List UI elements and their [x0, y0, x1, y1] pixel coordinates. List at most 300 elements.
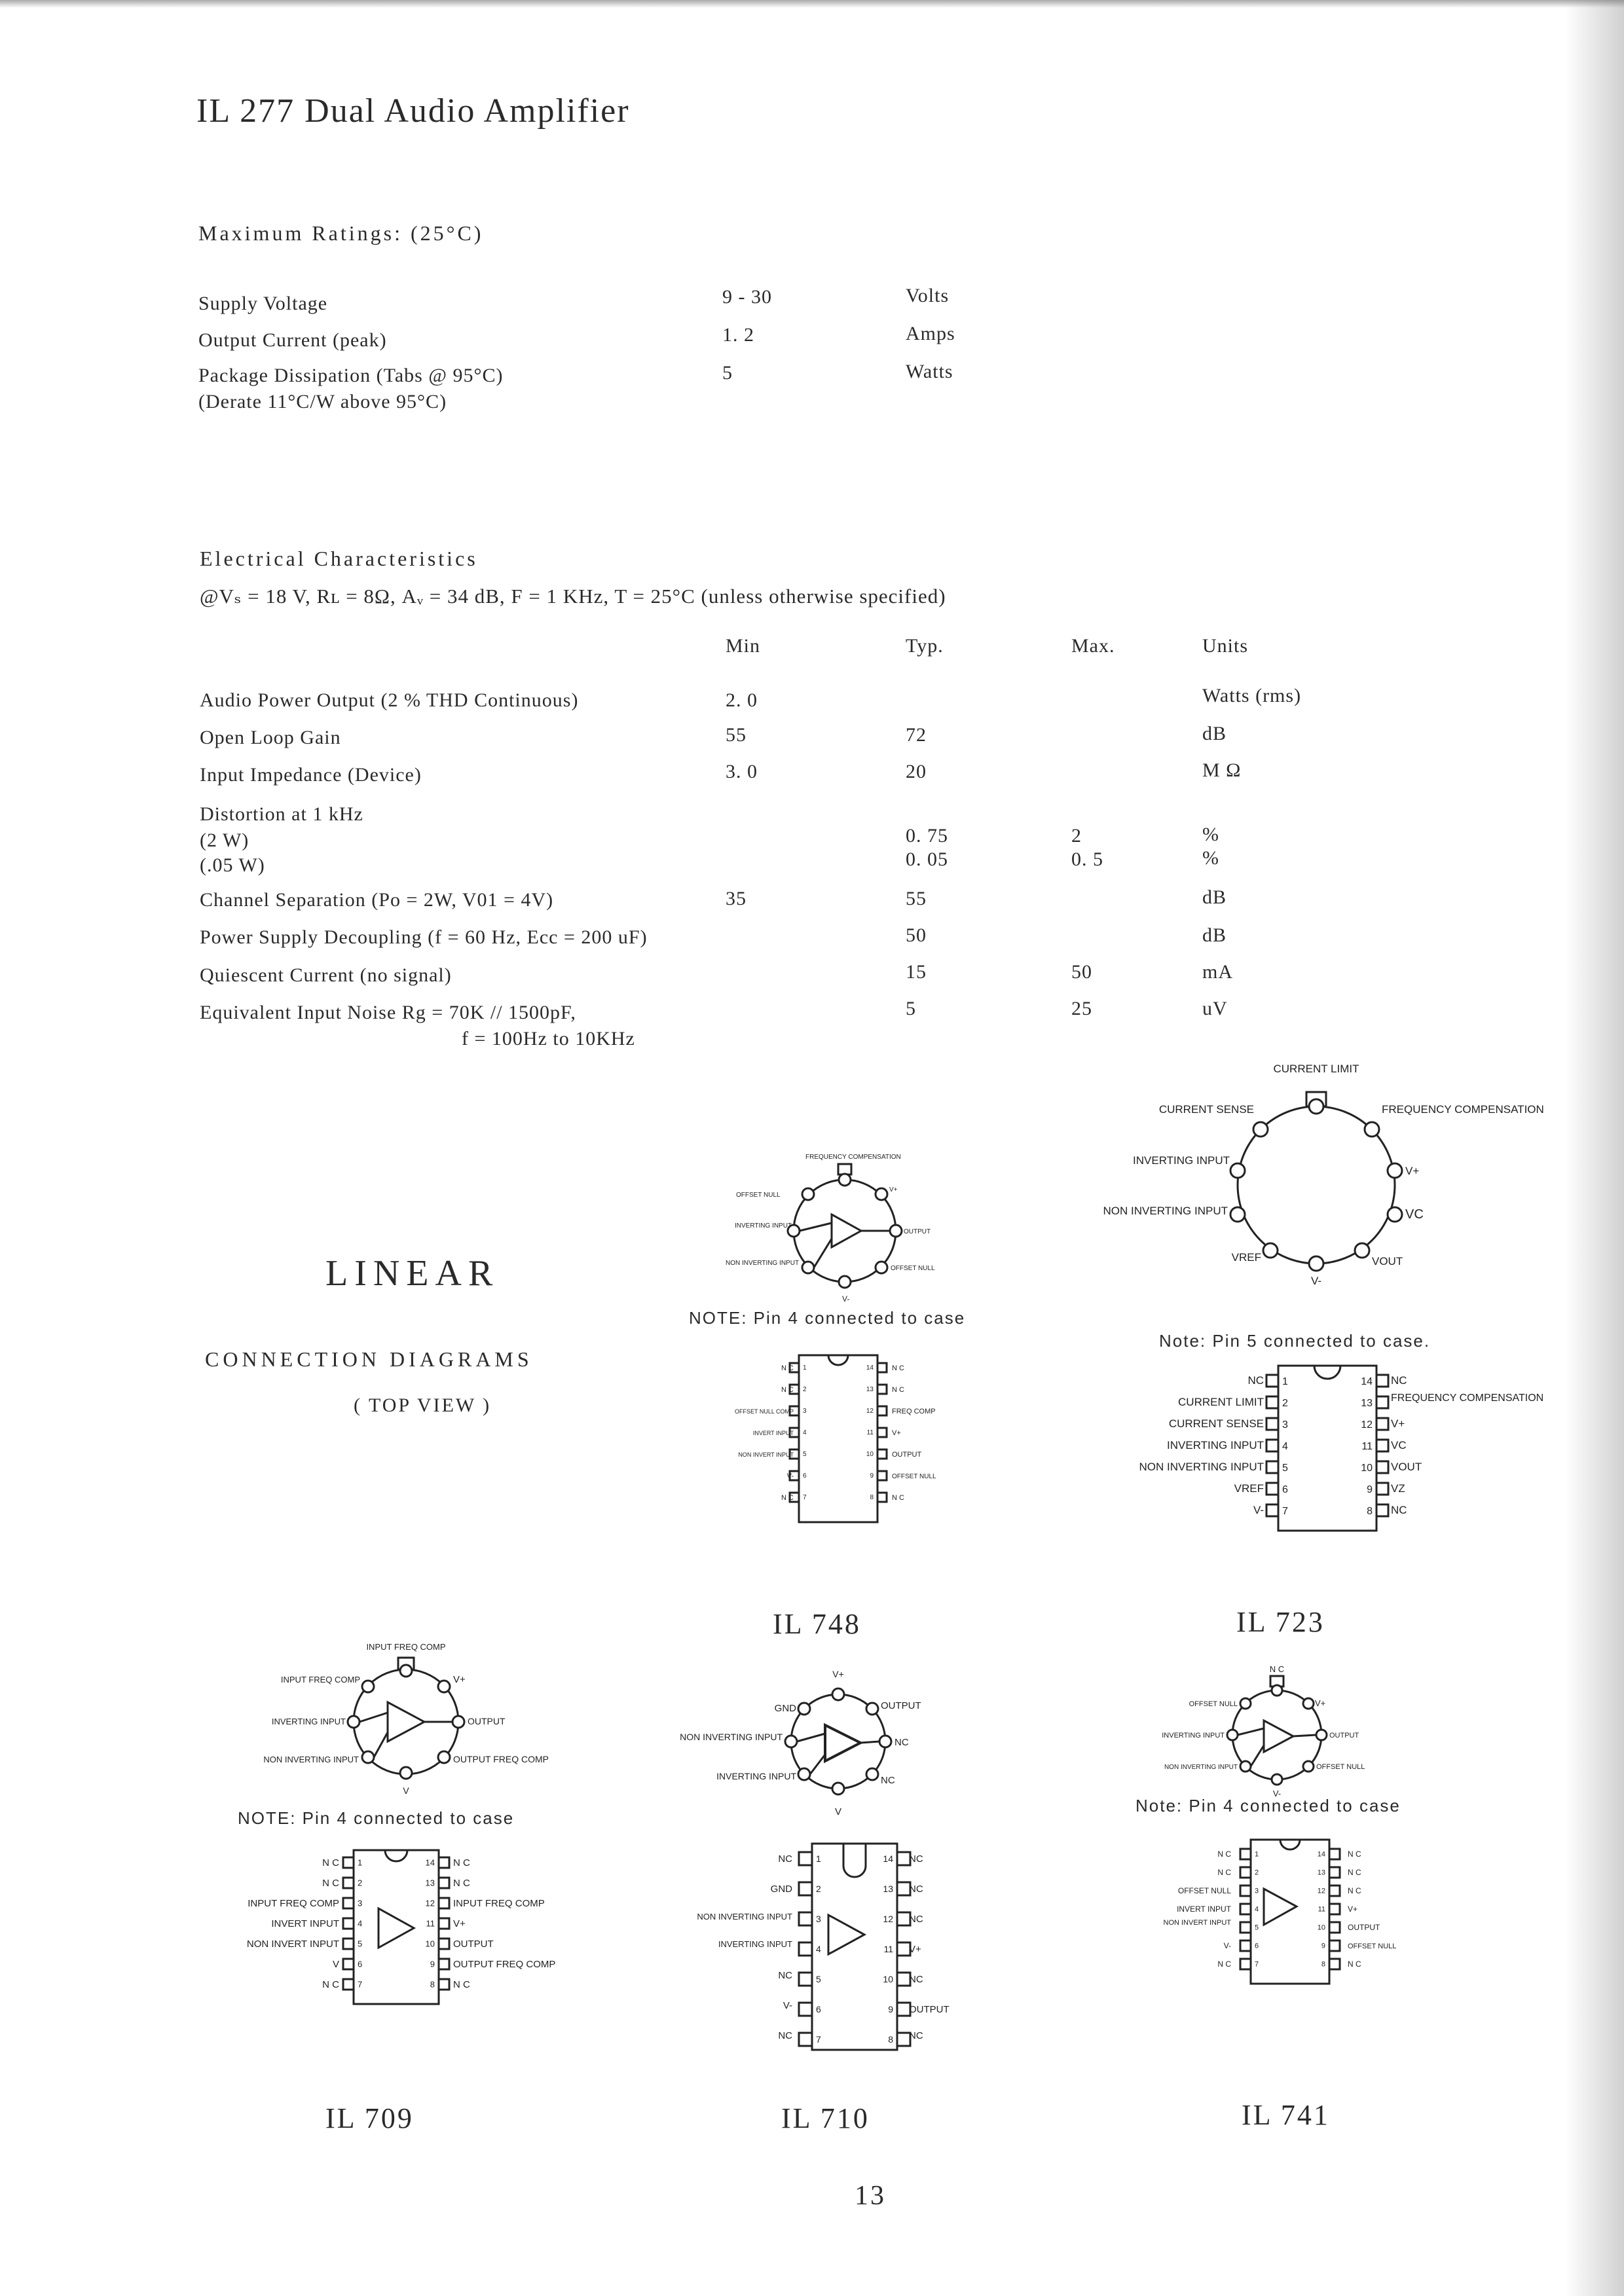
table-row-param: Channel Separation (Po = 2W, V01 = 4V)	[200, 889, 554, 911]
dip-pin	[1240, 1904, 1251, 1914]
dip-pin-number: 10	[883, 1974, 893, 1984]
dip-pin-number: 13	[1317, 1868, 1325, 1877]
dip-pin-number: 14	[1361, 1376, 1373, 1387]
page-top-shadow	[0, 0, 1624, 8]
il709-dip-left: NON INVERT INPUT	[246, 1939, 339, 1950]
dip-pin-number: 1	[816, 1853, 821, 1864]
il723-dip-left: V-	[1253, 1504, 1264, 1516]
il709-can-label: OUTPUT	[468, 1716, 506, 1726]
table-cell-max: 2	[1071, 825, 1082, 847]
dip-pin-number: 14	[866, 1364, 874, 1372]
il710-dip-right: NC	[909, 2030, 923, 2041]
dip-pin-number: 11	[1361, 1441, 1373, 1452]
dip-pin	[1266, 1504, 1278, 1516]
dip-pin-number: 11	[883, 1944, 893, 1954]
page-title: IL 277 Dual Audio Amplifier	[196, 92, 630, 130]
il741-dip-left: V-	[1223, 1941, 1231, 1950]
il709-can-label: V	[403, 1785, 409, 1796]
dip-pin	[439, 1878, 449, 1888]
rating-value: 1. 2	[722, 324, 754, 346]
table-cell-min: 35	[726, 888, 747, 909]
dip-pin-number: 13	[1361, 1398, 1373, 1409]
il710-can-label: NC	[881, 1775, 895, 1786]
table-cell-typ: 15	[906, 961, 927, 983]
dip-pin-number: 2	[803, 1386, 807, 1393]
il723-can-label: CURRENT LIMIT	[1273, 1063, 1359, 1075]
il748-dip-right: FREQ COMP	[892, 1408, 936, 1415]
il709-can-label: OUTPUT FREQ COMP	[453, 1754, 549, 1764]
dip-pin-number: 1	[803, 1364, 807, 1372]
il710-dip-left: NC	[778, 2030, 792, 2041]
page-number: 13	[855, 2181, 886, 2211]
rating-param: Supply Voltage	[198, 293, 328, 314]
dip-pin	[1240, 1959, 1251, 1969]
il748-can-label: OUTPUT	[904, 1228, 931, 1235]
il741-dip-right: OFFSET NULL	[1348, 1942, 1397, 1950]
il748-can-label: OFFSET NULL	[891, 1265, 935, 1272]
il709-dip-left: N C	[322, 1857, 339, 1868]
dip-pin	[877, 1428, 887, 1437]
dip-pin	[343, 1918, 354, 1929]
dip-pin-number: 2	[358, 1878, 363, 1888]
dip-pin-number: 7	[803, 1494, 807, 1501]
dip-pin-number: 5	[803, 1451, 807, 1458]
il748-can-label: V-	[842, 1294, 850, 1303]
rating-value: 9 - 30	[722, 286, 772, 308]
dip-pin	[799, 2033, 812, 2046]
dip-pin	[897, 1973, 910, 1986]
table-cell-typ: 55	[906, 888, 927, 909]
dip-pin	[439, 1939, 449, 1949]
il748-dip-right: OUTPUT	[892, 1451, 922, 1459]
dip-pin-number: 9	[1367, 1484, 1373, 1495]
dip-pin	[877, 1449, 887, 1459]
dip-pin	[799, 1912, 812, 1925]
il741-dip-diagram	[1139, 1833, 1441, 1997]
dip-pin	[439, 1918, 449, 1929]
top-view-label: ( TOP VIEW )	[354, 1394, 492, 1416]
il741-dip-left: N C	[1217, 1850, 1231, 1859]
dip-pin-number: 14	[425, 1857, 435, 1868]
table-cell-min: 3. 0	[726, 761, 758, 782]
il709-dip-left: INVERT INPUT	[271, 1918, 339, 1929]
dip-pin-number: 11	[866, 1429, 874, 1436]
table-cell-max: 0. 5	[1071, 848, 1103, 870]
il723-can-label: CURRENT SENSE	[1158, 1103, 1254, 1116]
dip-pin-number: 10	[1361, 1463, 1373, 1474]
il723-dip-right: VZ	[1391, 1482, 1405, 1495]
dip-pin-number: 9	[870, 1472, 874, 1480]
dip-pin-number: 7	[358, 1979, 363, 1990]
dip-pin	[1266, 1483, 1278, 1495]
il748-dip-left: N C	[781, 1364, 794, 1372]
dip-pin-number: 7	[816, 2034, 821, 2045]
table-cell-typ: 0. 75	[906, 825, 948, 847]
il723-dip-left: NC	[1247, 1374, 1264, 1387]
il723-dip-diagram	[1100, 1362, 1544, 1539]
il748-dip-right: N C	[892, 1364, 904, 1372]
il709-dip-left: INPUT FREQ COMP	[248, 1898, 339, 1909]
il709-can-label: V+	[453, 1674, 466, 1685]
dip-pin	[799, 2003, 812, 2016]
dip-pin-number: 3	[816, 1914, 821, 1924]
il723-dip-left: CURRENT SENSE	[1168, 1417, 1264, 1430]
dip-pin	[1376, 1483, 1388, 1495]
il741-can-label: N C	[1269, 1664, 1285, 1674]
il710-dip-left: NC	[778, 1853, 792, 1865]
il710-dip-right: OUTPUT	[909, 2004, 950, 2015]
dip-pin-number: 4	[1282, 1441, 1288, 1452]
dip-pin-number: 5	[1282, 1463, 1288, 1474]
dip-pin	[343, 1857, 354, 1868]
il741-can-label: OFFSET NULL	[1189, 1700, 1238, 1708]
dip-pin-number: 6	[1255, 1942, 1259, 1950]
il709-dip-right: OUTPUT FREQ COMP	[453, 1959, 556, 1970]
table-row-param-cont: f = 100Hz to 10KHz	[462, 1028, 635, 1049]
dip-pin	[897, 1882, 910, 1895]
il709-dip-right: N C	[453, 1979, 470, 1990]
dip-pin	[1376, 1440, 1388, 1451]
rating-unit: Volts	[906, 285, 950, 306]
table-cell-unit: dB	[1202, 723, 1227, 744]
table-cell-unit: Watts (rms)	[1202, 685, 1302, 706]
dip-pin-number: 9	[888, 2004, 893, 2014]
il741-can-label: OFFSET NULL	[1316, 1763, 1365, 1771]
il748-dip-left: NON INVERT INPUT	[738, 1451, 794, 1458]
table-row-param: Quiescent Current (no signal)	[200, 964, 452, 986]
il723-can-label: V+	[1405, 1165, 1420, 1177]
dip-pin-number: 11	[426, 1918, 435, 1929]
table-row-param: Power Supply Decoupling (f = 60 Hz, Ecc = 200 uF)	[200, 926, 648, 948]
dip-pin-number: 12	[866, 1408, 874, 1415]
col-header-typ: Typ.	[906, 635, 944, 657]
il710-dip-left: V-	[783, 2000, 792, 2011]
il741-can-diagram	[1153, 1656, 1428, 1807]
il710-dip-right: NC	[909, 1974, 923, 1985]
il723-can-diagram	[1103, 1054, 1544, 1296]
table-row-param: Equivalent Input Noise Rg = 70K // 1500pF,	[200, 1002, 576, 1023]
dip-pin	[1266, 1375, 1278, 1387]
dip-pin	[439, 1857, 449, 1868]
dip-pin-number: 4	[803, 1429, 807, 1436]
il741-note: Note: Pin 4 connected to case	[1135, 1796, 1401, 1815]
il723-can-label: NON INVERTING INPUT	[1103, 1205, 1228, 1217]
dip-pin-number: 13	[883, 1884, 893, 1894]
il741-can-label: V-	[1272, 1789, 1282, 1798]
dip-pin-number: 7	[1282, 1506, 1288, 1517]
dip-pin-number: 4	[358, 1918, 363, 1929]
il748-can-label: FREQUENCY COMPENSATION	[805, 1154, 901, 1161]
il741-dip-right: N C	[1348, 1886, 1361, 1895]
dip-pin	[799, 1852, 812, 1865]
il741-can-label: NON INVERTING INPUT	[1164, 1764, 1238, 1771]
dip-pin-number: 3	[803, 1408, 807, 1415]
dip-pin-number: 5	[816, 1974, 821, 1984]
il710-dip-right: NC	[909, 1853, 923, 1865]
il748-dip-left: V-	[786, 1472, 794, 1480]
dip-pin	[1266, 1461, 1278, 1473]
dip-pin	[1329, 1941, 1340, 1951]
dip-pin-number: 14	[883, 1853, 893, 1864]
il709-dip-right: OUTPUT	[453, 1939, 494, 1950]
dip-pin	[439, 1959, 449, 1969]
table-cell-unit: mA	[1202, 961, 1233, 983]
dip-pin-number: 4	[816, 1944, 821, 1954]
dip-pin	[1266, 1440, 1278, 1451]
dip-pin-number: 12	[1317, 1887, 1325, 1895]
il741-dip-right: N C	[1348, 1959, 1361, 1969]
il710-part-name: IL 710	[781, 2102, 870, 2134]
dip-pin-number: 6	[816, 2004, 821, 2014]
il723-can-label: V-	[1310, 1275, 1322, 1287]
dip-pin	[1376, 1396, 1388, 1408]
col-header-units: Units	[1202, 635, 1249, 657]
il710-can-label: INVERTING INPUT	[716, 1771, 796, 1781]
dip-pin	[343, 1959, 354, 1969]
rating-param-note: (Derate 11°C/W above 95°C)	[198, 391, 447, 412]
dip-pin	[1329, 1904, 1340, 1914]
il741-dip-right: N C	[1348, 1850, 1361, 1859]
il709-dip-diagram	[210, 1846, 602, 2016]
dip-pin	[1376, 1418, 1388, 1430]
il741-dip-left: INVERT INPUT	[1177, 1904, 1231, 1914]
il748-dip-right: N C	[892, 1386, 904, 1394]
rating-unit: Amps	[906, 323, 955, 344]
dip-pin-number: 8	[430, 1979, 435, 1990]
il723-can-label: FREQUENCY COMPENSATION	[1382, 1103, 1544, 1116]
table-row-param: Audio Power Output (2 % THD Continuous)	[200, 689, 579, 711]
il741-dip-right: N C	[1348, 1868, 1361, 1877]
connection-diagrams-heading: CONNECTION DIAGRAMS	[205, 1347, 533, 1371]
dip-pin-number: 3	[1255, 1887, 1259, 1895]
dip-pin	[1329, 1959, 1340, 1969]
il710-dip-right: V+	[909, 1944, 921, 1955]
dip-pin-number: 5	[358, 1939, 363, 1949]
il748-can-label: NON INVERTING INPUT	[726, 1260, 800, 1267]
table-row-param: (.05 W)	[200, 854, 265, 876]
il723-can-label: INVERTING INPUT	[1133, 1154, 1230, 1167]
il741-dip-right: V+	[1348, 1904, 1358, 1914]
table-cell-max: 50	[1071, 961, 1092, 983]
table-cell-max: 25	[1071, 998, 1092, 1019]
il710-dip-left: NC	[778, 1970, 792, 1981]
table-cell-typ: 50	[906, 924, 927, 946]
il709-dip-left: N C	[322, 1878, 339, 1889]
table-cell-typ: 20	[906, 761, 927, 782]
dip-pin-number: 6	[358, 1959, 363, 1969]
dip-pin-number: 3	[1282, 1419, 1288, 1430]
il723-can-label: VC	[1405, 1207, 1424, 1222]
dip-pin-number: 2	[816, 1884, 821, 1894]
dip-pin	[343, 1898, 354, 1908]
il748-dip-left: INVERT INPUT	[752, 1430, 794, 1436]
dip-pin	[799, 1882, 812, 1895]
il748-dip-left: N C	[781, 1386, 794, 1394]
dip-pin	[1329, 1886, 1340, 1896]
table-row-param: Distortion at 1 kHz	[200, 803, 363, 825]
dip-pin	[439, 1898, 449, 1908]
table-cell-typ: 72	[906, 724, 927, 746]
dip-pin	[1240, 1922, 1251, 1933]
il723-can-label: VOUT	[1372, 1255, 1403, 1267]
dip-pin	[897, 1852, 910, 1865]
il748-dip-left: N C	[781, 1494, 794, 1502]
dip-pin-number: 1	[358, 1857, 363, 1868]
il748-can-label: OFFSET NULL	[736, 1192, 781, 1199]
dip-pin-number: 14	[1317, 1850, 1325, 1859]
il709-dip-right: INPUT FREQ COMP	[453, 1898, 545, 1909]
dip-pin-number: 11	[1318, 1905, 1325, 1914]
dip-pin	[343, 1878, 354, 1888]
table-cell-unit: %	[1202, 824, 1219, 845]
dip-pin	[1376, 1461, 1388, 1473]
il748-can-label: INVERTING INPUT	[735, 1222, 792, 1230]
dip-pin-number: 13	[866, 1386, 874, 1393]
il723-dip-right: NC	[1391, 1374, 1407, 1387]
il710-dip-left: NON INVERTING INPUT	[697, 1912, 792, 1922]
dip-pin	[1329, 1922, 1340, 1933]
dip-pin	[1329, 1849, 1340, 1859]
il710-can-label: GND	[774, 1703, 796, 1714]
dip-pin-number: 2	[1255, 1868, 1259, 1877]
dip-pin	[897, 1942, 910, 1956]
table-row-param: (2 W)	[200, 829, 249, 851]
il723-dip-right: NC	[1391, 1504, 1407, 1516]
table-cell-unit: dB	[1202, 886, 1227, 908]
dip-pin	[877, 1363, 887, 1372]
il748-note: NOTE: Pin 4 connected to case	[689, 1308, 966, 1328]
table-cell-min: 2. 0	[726, 689, 758, 711]
dip-pin	[1376, 1504, 1388, 1516]
il710-can-label: NC	[895, 1737, 909, 1748]
il723-note: Note: Pin 5 connected to case.	[1159, 1331, 1431, 1351]
dip-pin-number: 5	[1255, 1923, 1259, 1932]
dip-pin	[1266, 1418, 1278, 1430]
il710-dip-right: NC	[909, 1914, 923, 1925]
il710-dip-left: INVERTING INPUT	[718, 1939, 792, 1949]
dip-pin-number: 2	[1282, 1398, 1288, 1409]
il723-dip-right: FREQUENCY COMPENSATION	[1391, 1393, 1544, 1404]
il709-can-label: NON INVERTING INPUT	[263, 1755, 359, 1764]
col-header-max: Max.	[1071, 635, 1115, 657]
table-cell-unit: uV	[1202, 998, 1228, 1019]
linear-heading: LINEAR	[325, 1253, 500, 1294]
dip-pin-number: 6	[1282, 1484, 1288, 1495]
dip-pin-number: 4	[1255, 1905, 1259, 1914]
dip-pin	[897, 2003, 910, 2016]
il741-can-label: OUTPUT	[1329, 1732, 1359, 1740]
il710-can-label: OUTPUT	[881, 1700, 921, 1711]
il723-dip-left: VREF	[1234, 1482, 1264, 1495]
il709-dip-left: N C	[322, 1979, 339, 1990]
il709-dip-right: V+	[453, 1918, 466, 1929]
il710-dip-left: GND	[770, 1884, 792, 1895]
electrical-heading: Electrical Characteristics	[200, 547, 478, 570]
dip-pin-number: 3	[358, 1898, 363, 1908]
dip-pin-number: 8	[1367, 1506, 1373, 1517]
dip-pin-number: 10	[425, 1939, 435, 1949]
il723-dip-left: NON INVERTING INPUT	[1139, 1461, 1264, 1473]
il741-can-label: V+	[1315, 1698, 1326, 1708]
rating-param: Output Current (peak)	[198, 329, 387, 351]
il748-can-label: V+	[889, 1186, 898, 1194]
dip-pin-number: 9	[430, 1959, 435, 1969]
dip-pin	[343, 1979, 354, 1990]
dip-pin-number: 1	[1282, 1376, 1288, 1387]
dip-pin	[1240, 1886, 1251, 1896]
il748-can-diagram	[720, 1152, 969, 1309]
rating-param: Package Dissipation (Tabs @ 95°C)	[198, 365, 504, 386]
dip-pin-number: 1	[1255, 1850, 1259, 1859]
dip-pin	[439, 1979, 449, 1990]
il741-dip-left: OFFSET NULL	[1177, 1886, 1231, 1895]
dip-pin-number: 12	[883, 1914, 893, 1924]
il709-can-diagram	[223, 1637, 563, 1807]
il710-can-label: V	[834, 1806, 842, 1817]
dip-pin	[877, 1493, 887, 1502]
table-cell-unit: %	[1202, 847, 1219, 869]
page-edge-shadow	[1565, 0, 1624, 2296]
dip-pin	[799, 1942, 812, 1956]
dip-pin	[1376, 1375, 1388, 1387]
il709-can-label: INPUT FREQ COMP	[366, 1642, 446, 1652]
table-cell-unit: M Ω	[1202, 759, 1242, 781]
dip-pin	[1240, 1849, 1251, 1859]
il710-can-label: V+	[832, 1669, 844, 1679]
dip-pin-number: 12	[1361, 1419, 1373, 1430]
table-cell-unit: dB	[1202, 924, 1227, 946]
il723-dip-right: V+	[1391, 1417, 1405, 1430]
il710-can-label: NON INVERTING INPUT	[680, 1732, 783, 1742]
dip-pin	[877, 1406, 887, 1415]
il748-dip-right: V+	[892, 1429, 901, 1437]
max-ratings-heading: Maximum Ratings: (25°C)	[198, 221, 484, 245]
il710-can-diagram	[681, 1663, 969, 1833]
il709-can-label: INPUT FREQ COMP	[280, 1675, 360, 1685]
il748-part-name: IL 748	[773, 1608, 861, 1640]
dip-pin-number: 10	[1317, 1923, 1325, 1932]
il723-dip-right: VOUT	[1391, 1461, 1422, 1473]
table-cell-typ: 5	[906, 998, 916, 1019]
dip-pin	[1240, 1941, 1251, 1951]
dip-pin	[343, 1939, 354, 1949]
il709-dip-left: V	[332, 1959, 339, 1970]
test-conditions: @Vₛ = 18 V, Rʟ = 8Ω, Aᵥ = 34 dB, F = 1 KHz, T = 25°C (unless otherwise specified)	[200, 585, 946, 608]
il741-dip-left: NON INVERT INPUT	[1163, 1919, 1231, 1927]
il741-part-name: IL 741	[1242, 2099, 1330, 2131]
dip-pin-number: 8	[1321, 1960, 1325, 1969]
il709-can-label: INVERTING INPUT	[271, 1717, 346, 1726]
dip-pin	[877, 1385, 887, 1394]
il709-part-name: IL 709	[325, 2102, 414, 2134]
il741-dip-right: OUTPUT	[1348, 1923, 1380, 1932]
il723-part-name: IL 723	[1236, 1606, 1325, 1638]
dip-pin	[1266, 1396, 1278, 1408]
il723-dip-right: VC	[1391, 1439, 1407, 1451]
il741-dip-left: N C	[1217, 1868, 1231, 1877]
dip-pin	[877, 1471, 887, 1480]
il741-dip-left: N C	[1217, 1959, 1231, 1969]
table-row-param: Open Loop Gain	[200, 727, 341, 748]
il748-dip-left: OFFSET NULL COMP	[734, 1408, 794, 1415]
dip-pin-number: 6	[803, 1472, 807, 1480]
il748-dip-diagram	[720, 1349, 969, 1532]
dip-pin	[897, 2033, 910, 2046]
col-header-min: Min	[726, 635, 761, 657]
rating-unit: Watts	[906, 361, 953, 382]
il710-dip-right: NC	[909, 1884, 923, 1895]
il723-dip-left: INVERTING INPUT	[1167, 1439, 1264, 1451]
